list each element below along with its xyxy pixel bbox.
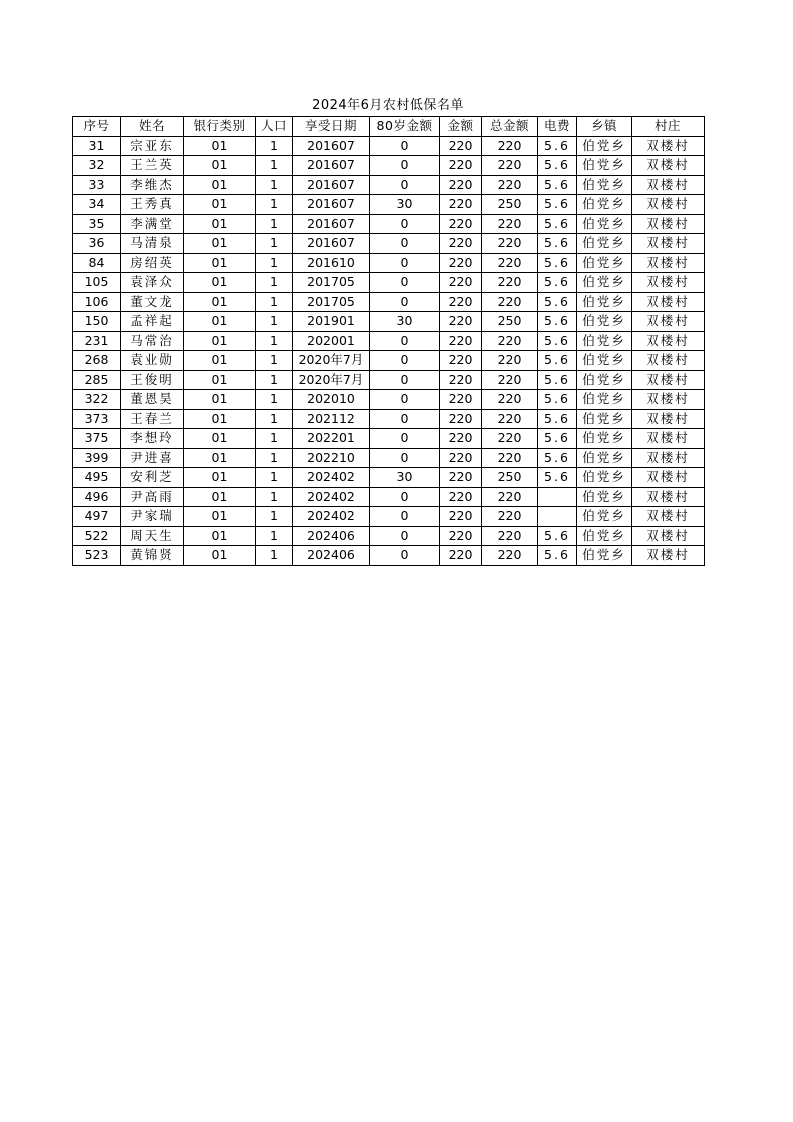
table-row <box>73 292 705 312</box>
table-row <box>73 214 705 234</box>
cell-amount: 220 <box>440 526 482 546</box>
cell-serial-no: 231 <box>73 331 121 351</box>
cell-household-size: 1 <box>256 273 293 293</box>
cell-serial-no: 496 <box>73 487 121 507</box>
cell-household-size: 1 <box>256 390 293 410</box>
cell-electricity-fee: 5.6 <box>538 214 577 234</box>
cell-village: 双楼村 <box>632 214 705 234</box>
cell-village: 双楼村 <box>632 468 705 488</box>
cell-amount: 220 <box>440 390 482 410</box>
table-row <box>73 409 705 429</box>
table-row <box>73 546 705 566</box>
cell-name: 王俊明 <box>121 370 184 390</box>
cell-name: 马常治 <box>121 331 184 351</box>
cell-age80-amount: 0 <box>370 156 440 176</box>
table-row <box>73 175 705 195</box>
cell-electricity-fee: 5.6 <box>538 409 577 429</box>
cell-serial-no: 32 <box>73 156 121 176</box>
cell-electricity-fee: 5.6 <box>538 351 577 371</box>
table-row <box>73 487 705 507</box>
cell-start-date: 201607 <box>293 136 370 156</box>
cell-start-date: 202402 <box>293 468 370 488</box>
column-header-household-size: 人口 <box>256 117 293 137</box>
cell-total-amount: 220 <box>482 136 538 156</box>
cell-total-amount: 250 <box>482 312 538 332</box>
table-row <box>73 507 705 527</box>
cell-amount: 220 <box>440 429 482 449</box>
cell-household-size: 1 <box>256 136 293 156</box>
cell-electricity-fee: 5.6 <box>538 253 577 273</box>
cell-total-amount: 250 <box>482 468 538 488</box>
cell-name: 袁泽众 <box>121 273 184 293</box>
cell-household-size: 1 <box>256 507 293 527</box>
cell-township: 伯党乡 <box>577 546 632 566</box>
cell-township: 伯党乡 <box>577 370 632 390</box>
cell-start-date: 202010 <box>293 390 370 410</box>
cell-township: 伯党乡 <box>577 312 632 332</box>
column-header-village: 村庄 <box>632 117 705 137</box>
cell-amount: 220 <box>440 273 482 293</box>
cell-name: 董文龙 <box>121 292 184 312</box>
cell-electricity-fee: 5.6 <box>538 546 577 566</box>
cell-age80-amount: 0 <box>370 507 440 527</box>
cell-serial-no: 33 <box>73 175 121 195</box>
cell-age80-amount: 0 <box>370 331 440 351</box>
cell-name: 李满堂 <box>121 214 184 234</box>
cell-village: 双楼村 <box>632 331 705 351</box>
cell-village: 双楼村 <box>632 507 705 527</box>
cell-village: 双楼村 <box>632 526 705 546</box>
cell-amount: 220 <box>440 448 482 468</box>
cell-serial-no: 36 <box>73 234 121 254</box>
cell-electricity-fee: 5.6 <box>538 448 577 468</box>
cell-age80-amount: 0 <box>370 214 440 234</box>
cell-bank-type: 01 <box>184 448 256 468</box>
cell-name: 宗亚东 <box>121 136 184 156</box>
cell-total-amount: 220 <box>482 448 538 468</box>
cell-electricity-fee: 5.6 <box>538 370 577 390</box>
table-row <box>73 468 705 488</box>
cell-bank-type: 01 <box>184 351 256 371</box>
cell-household-size: 1 <box>256 448 293 468</box>
cell-age80-amount: 0 <box>370 526 440 546</box>
cell-bank-type: 01 <box>184 409 256 429</box>
cell-name: 王春兰 <box>121 409 184 429</box>
cell-electricity-fee: 5.6 <box>538 390 577 410</box>
low-income-roster-table <box>72 116 705 566</box>
table-row <box>73 273 705 293</box>
cell-total-amount: 250 <box>482 195 538 215</box>
cell-township: 伯党乡 <box>577 195 632 215</box>
table-row <box>73 234 705 254</box>
cell-serial-no: 35 <box>73 214 121 234</box>
cell-start-date: 202406 <box>293 526 370 546</box>
cell-amount: 220 <box>440 546 482 566</box>
cell-household-size: 1 <box>256 429 293 449</box>
cell-household-size: 1 <box>256 312 293 332</box>
cell-village: 双楼村 <box>632 273 705 293</box>
cell-start-date: 201607 <box>293 195 370 215</box>
cell-electricity-fee <box>538 507 577 527</box>
column-header-township: 乡镇 <box>577 117 632 137</box>
cell-name: 袁业勋 <box>121 351 184 371</box>
cell-electricity-fee <box>538 487 577 507</box>
cell-name: 安利芝 <box>121 468 184 488</box>
cell-start-date: 201607 <box>293 175 370 195</box>
cell-village: 双楼村 <box>632 448 705 468</box>
cell-name: 孟祥起 <box>121 312 184 332</box>
cell-age80-amount: 0 <box>370 429 440 449</box>
cell-township: 伯党乡 <box>577 156 632 176</box>
cell-township: 伯党乡 <box>577 448 632 468</box>
cell-age80-amount: 0 <box>370 546 440 566</box>
cell-name: 马清泉 <box>121 234 184 254</box>
cell-village: 双楼村 <box>632 429 705 449</box>
table-row <box>73 429 705 449</box>
cell-age80-amount: 0 <box>370 292 440 312</box>
cell-township: 伯党乡 <box>577 273 632 293</box>
cell-township: 伯党乡 <box>577 390 632 410</box>
cell-name: 房绍英 <box>121 253 184 273</box>
cell-township: 伯党乡 <box>577 175 632 195</box>
cell-amount: 220 <box>440 292 482 312</box>
cell-age80-amount: 30 <box>370 468 440 488</box>
cell-bank-type: 01 <box>184 292 256 312</box>
cell-total-amount: 220 <box>482 214 538 234</box>
table-header-row <box>73 117 705 137</box>
cell-amount: 220 <box>440 175 482 195</box>
cell-village: 双楼村 <box>632 409 705 429</box>
cell-start-date: 2020年7月 <box>293 370 370 390</box>
cell-amount: 220 <box>440 214 482 234</box>
cell-village: 双楼村 <box>632 546 705 566</box>
cell-township: 伯党乡 <box>577 487 632 507</box>
cell-electricity-fee: 5.6 <box>538 136 577 156</box>
cell-bank-type: 01 <box>184 429 256 449</box>
cell-village: 双楼村 <box>632 136 705 156</box>
cell-serial-no: 322 <box>73 390 121 410</box>
cell-village: 双楼村 <box>632 253 705 273</box>
cell-township: 伯党乡 <box>577 526 632 546</box>
table-row <box>73 370 705 390</box>
cell-village: 双楼村 <box>632 390 705 410</box>
table-row <box>73 351 705 371</box>
cell-age80-amount: 0 <box>370 370 440 390</box>
cell-age80-amount: 0 <box>370 136 440 156</box>
cell-amount: 220 <box>440 253 482 273</box>
column-header-name: 姓名 <box>121 117 184 137</box>
cell-start-date: 2020年7月 <box>293 351 370 371</box>
cell-age80-amount: 0 <box>370 175 440 195</box>
column-header-bank-type: 银行类别 <box>184 117 256 137</box>
cell-start-date: 201607 <box>293 214 370 234</box>
cell-start-date: 201607 <box>293 156 370 176</box>
cell-serial-no: 522 <box>73 526 121 546</box>
cell-age80-amount: 30 <box>370 312 440 332</box>
cell-household-size: 1 <box>256 292 293 312</box>
cell-serial-no: 268 <box>73 351 121 371</box>
cell-amount: 220 <box>440 331 482 351</box>
column-header-amount: 金额 <box>440 117 482 137</box>
cell-name: 周天生 <box>121 526 184 546</box>
cell-amount: 220 <box>440 195 482 215</box>
cell-start-date: 202402 <box>293 507 370 527</box>
cell-electricity-fee: 5.6 <box>538 468 577 488</box>
cell-household-size: 1 <box>256 351 293 371</box>
cell-electricity-fee: 5.6 <box>538 526 577 546</box>
cell-village: 双楼村 <box>632 175 705 195</box>
cell-name: 尹高雨 <box>121 487 184 507</box>
cell-total-amount: 220 <box>482 156 538 176</box>
cell-household-size: 1 <box>256 526 293 546</box>
cell-start-date: 201705 <box>293 292 370 312</box>
cell-serial-no: 373 <box>73 409 121 429</box>
cell-township: 伯党乡 <box>577 429 632 449</box>
cell-start-date: 202001 <box>293 331 370 351</box>
cell-age80-amount: 30 <box>370 195 440 215</box>
cell-household-size: 1 <box>256 370 293 390</box>
cell-start-date: 202406 <box>293 546 370 566</box>
cell-serial-no: 34 <box>73 195 121 215</box>
cell-total-amount: 220 <box>482 487 538 507</box>
cell-total-amount: 220 <box>482 273 538 293</box>
cell-amount: 220 <box>440 370 482 390</box>
cell-household-size: 1 <box>256 253 293 273</box>
table-row <box>73 331 705 351</box>
cell-amount: 220 <box>440 351 482 371</box>
cell-serial-no: 285 <box>73 370 121 390</box>
cell-bank-type: 01 <box>184 468 256 488</box>
cell-serial-no: 497 <box>73 507 121 527</box>
cell-serial-no: 106 <box>73 292 121 312</box>
cell-village: 双楼村 <box>632 351 705 371</box>
cell-village: 双楼村 <box>632 370 705 390</box>
cell-bank-type: 01 <box>184 487 256 507</box>
cell-amount: 220 <box>440 312 482 332</box>
cell-household-size: 1 <box>256 487 293 507</box>
cell-name: 尹进喜 <box>121 448 184 468</box>
cell-electricity-fee: 5.6 <box>538 156 577 176</box>
table-body <box>73 136 705 565</box>
cell-age80-amount: 0 <box>370 390 440 410</box>
cell-start-date: 201705 <box>293 273 370 293</box>
cell-amount: 220 <box>440 136 482 156</box>
cell-bank-type: 01 <box>184 546 256 566</box>
cell-household-size: 1 <box>256 195 293 215</box>
column-header-age80-amount: 80岁金额 <box>370 117 440 137</box>
cell-total-amount: 220 <box>482 526 538 546</box>
cell-township: 伯党乡 <box>577 507 632 527</box>
cell-bank-type: 01 <box>184 195 256 215</box>
cell-household-size: 1 <box>256 546 293 566</box>
cell-bank-type: 01 <box>184 370 256 390</box>
cell-age80-amount: 0 <box>370 487 440 507</box>
cell-start-date: 201901 <box>293 312 370 332</box>
cell-township: 伯党乡 <box>577 331 632 351</box>
cell-bank-type: 01 <box>184 156 256 176</box>
cell-start-date: 202201 <box>293 429 370 449</box>
cell-name: 黄锦贤 <box>121 546 184 566</box>
cell-age80-amount: 0 <box>370 273 440 293</box>
table-row <box>73 390 705 410</box>
cell-household-size: 1 <box>256 175 293 195</box>
cell-township: 伯党乡 <box>577 292 632 312</box>
cell-serial-no: 375 <box>73 429 121 449</box>
cell-village: 双楼村 <box>632 156 705 176</box>
cell-name: 王秀真 <box>121 195 184 215</box>
cell-total-amount: 220 <box>482 390 538 410</box>
cell-bank-type: 01 <box>184 234 256 254</box>
cell-township: 伯党乡 <box>577 468 632 488</box>
cell-bank-type: 01 <box>184 175 256 195</box>
cell-start-date: 201610 <box>293 253 370 273</box>
cell-serial-no: 399 <box>73 448 121 468</box>
cell-bank-type: 01 <box>184 507 256 527</box>
cell-amount: 220 <box>440 468 482 488</box>
cell-serial-no: 523 <box>73 546 121 566</box>
cell-electricity-fee: 5.6 <box>538 195 577 215</box>
table-row <box>73 312 705 332</box>
cell-total-amount: 220 <box>482 253 538 273</box>
cell-township: 伯党乡 <box>577 214 632 234</box>
cell-bank-type: 01 <box>184 136 256 156</box>
cell-start-date: 202402 <box>293 487 370 507</box>
cell-village: 双楼村 <box>632 312 705 332</box>
cell-name: 李想玲 <box>121 429 184 449</box>
cell-electricity-fee: 5.6 <box>538 429 577 449</box>
column-header-start-date: 享受日期 <box>293 117 370 137</box>
cell-name: 李维杰 <box>121 175 184 195</box>
cell-total-amount: 220 <box>482 351 538 371</box>
cell-amount: 220 <box>440 234 482 254</box>
table-row <box>73 156 705 176</box>
cell-amount: 220 <box>440 156 482 176</box>
cell-township: 伯党乡 <box>577 409 632 429</box>
table-row <box>73 448 705 468</box>
cell-household-size: 1 <box>256 409 293 429</box>
cell-bank-type: 01 <box>184 331 256 351</box>
cell-amount: 220 <box>440 487 482 507</box>
cell-electricity-fee: 5.6 <box>538 234 577 254</box>
cell-township: 伯党乡 <box>577 351 632 371</box>
column-header-electricity-fee: 电费 <box>538 117 577 137</box>
table-row <box>73 526 705 546</box>
cell-age80-amount: 0 <box>370 409 440 429</box>
cell-township: 伯党乡 <box>577 234 632 254</box>
cell-serial-no: 31 <box>73 136 121 156</box>
cell-bank-type: 01 <box>184 526 256 546</box>
cell-start-date: 201607 <box>293 234 370 254</box>
cell-bank-type: 01 <box>184 253 256 273</box>
cell-bank-type: 01 <box>184 214 256 234</box>
table-row <box>73 195 705 215</box>
cell-serial-no: 84 <box>73 253 121 273</box>
column-header-serial-no: 序号 <box>73 117 121 137</box>
cell-age80-amount: 0 <box>370 448 440 468</box>
cell-village: 双楼村 <box>632 234 705 254</box>
cell-village: 双楼村 <box>632 487 705 507</box>
cell-serial-no: 150 <box>73 312 121 332</box>
cell-name: 董恩昊 <box>121 390 184 410</box>
cell-total-amount: 220 <box>482 507 538 527</box>
cell-amount: 220 <box>440 507 482 527</box>
cell-total-amount: 220 <box>482 546 538 566</box>
cell-electricity-fee: 5.6 <box>538 292 577 312</box>
cell-start-date: 202112 <box>293 409 370 429</box>
cell-township: 伯党乡 <box>577 253 632 273</box>
cell-electricity-fee: 5.6 <box>538 273 577 293</box>
cell-household-size: 1 <box>256 234 293 254</box>
cell-total-amount: 220 <box>482 292 538 312</box>
cell-total-amount: 220 <box>482 409 538 429</box>
cell-electricity-fee: 5.6 <box>538 175 577 195</box>
cell-household-size: 1 <box>256 156 293 176</box>
cell-bank-type: 01 <box>184 273 256 293</box>
document-title: 2024年6月农村低保名单 <box>312 98 464 113</box>
cell-total-amount: 220 <box>482 429 538 449</box>
cell-bank-type: 01 <box>184 390 256 410</box>
cell-serial-no: 495 <box>73 468 121 488</box>
cell-electricity-fee: 5.6 <box>538 312 577 332</box>
table-row <box>73 253 705 273</box>
cell-electricity-fee: 5.6 <box>538 331 577 351</box>
cell-village: 双楼村 <box>632 292 705 312</box>
cell-serial-no: 105 <box>73 273 121 293</box>
cell-age80-amount: 0 <box>370 351 440 371</box>
cell-total-amount: 220 <box>482 331 538 351</box>
cell-total-amount: 220 <box>482 234 538 254</box>
cell-household-size: 1 <box>256 331 293 351</box>
cell-age80-amount: 0 <box>370 234 440 254</box>
cell-amount: 220 <box>440 409 482 429</box>
cell-township: 伯党乡 <box>577 136 632 156</box>
column-header-total-amount: 总金额 <box>482 117 538 137</box>
cell-household-size: 1 <box>256 468 293 488</box>
cell-age80-amount: 0 <box>370 253 440 273</box>
cell-total-amount: 220 <box>482 370 538 390</box>
cell-household-size: 1 <box>256 214 293 234</box>
cell-name: 尹家瑞 <box>121 507 184 527</box>
cell-bank-type: 01 <box>184 312 256 332</box>
cell-start-date: 202210 <box>293 448 370 468</box>
cell-total-amount: 220 <box>482 175 538 195</box>
cell-name: 王兰英 <box>121 156 184 176</box>
table-row <box>73 136 705 156</box>
cell-village: 双楼村 <box>632 195 705 215</box>
